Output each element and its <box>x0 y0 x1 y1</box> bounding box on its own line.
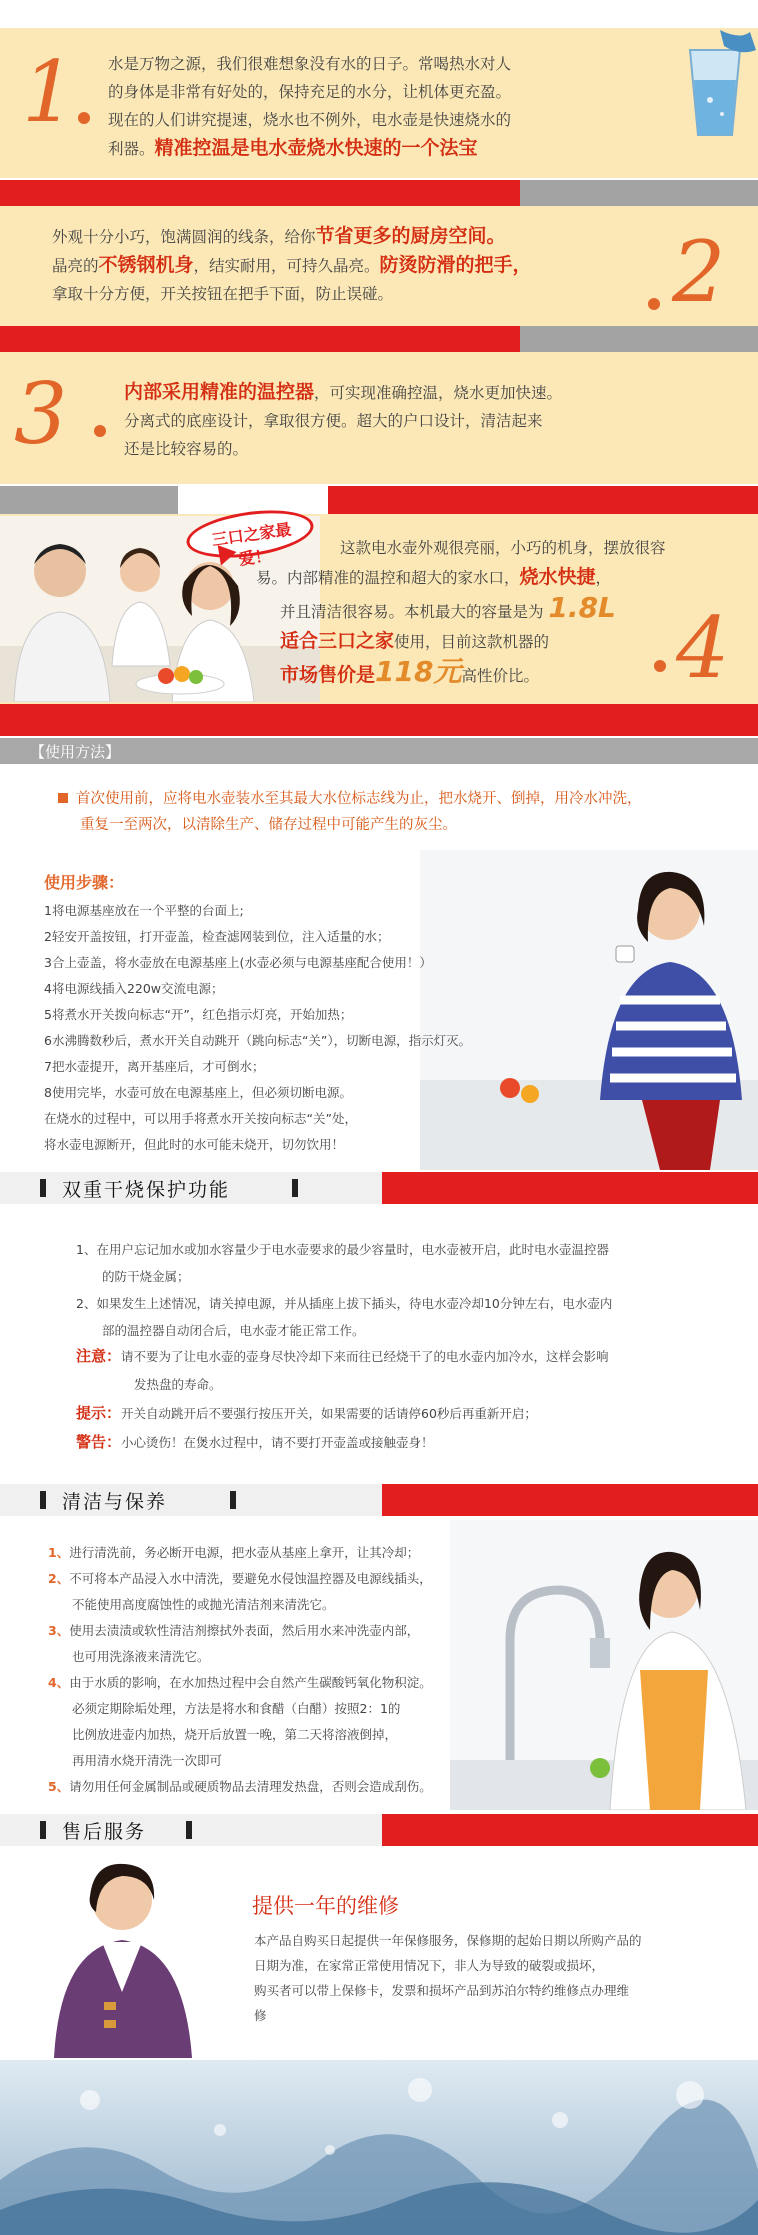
cleaning-num-3: 3、 <box>48 1623 70 1638</box>
bubble-text: 三口之家最爱！ <box>210 519 293 570</box>
dry-burn-item1-line1: 1、在用户忘记加水或加水容量少于电水壶要求的最少容量时，电水壶被开启，此时电水壶温控器 <box>76 1242 609 1257</box>
cleaning-item-3-line-2: 也可用洗涤液来清洗它。 <box>72 1649 210 1664</box>
cleaning-item-4-line-4: 再用清水烧开清洗一次即可 <box>72 1753 223 1768</box>
step-6: 6水沸腾数秒后，煮水开关自动跳开（跳向标志“关”），切断电源，指示灯灭。 <box>44 1033 472 1048</box>
feature2-line1 <box>52 222 692 251</box>
feature4-dot <box>654 660 666 672</box>
feature3-highlight: 内部采用精准的温控器 <box>124 381 315 403</box>
after-sales-line-3: 购买者可以带上保修卡，发票和损坏产品到苏泊尔特约维修点办理维 <box>254 1983 630 1998</box>
tip-label: 提示： <box>76 1404 122 1422</box>
dry-burn-item1-line2: 的防干烧金属； <box>102 1269 190 1284</box>
cleaning-item-4-line-3: 比例放进壶内加热，烧开后放置一晚，第二天将溶液倒掉， <box>72 1727 398 1742</box>
cleaning-header-white <box>0 1484 382 1516</box>
after-sales-header-mark-right <box>186 1821 192 1839</box>
feature4-line2-suffix: ， <box>595 569 612 587</box>
after-sales-header-red <box>382 1814 758 1846</box>
tip-line <box>76 1399 726 1428</box>
cleaning-num-1: 1、 <box>48 1545 70 1560</box>
step-2: 2轻安开盖按钮，打开壶盖，检查滤网装到位，注入适量的水； <box>44 929 390 944</box>
note-line <box>76 1342 726 1371</box>
cleaning-item-2 <box>48 1566 548 1592</box>
feature3-line1-rest: ，可实现准确控温，烧水更加快速。 <box>314 384 563 402</box>
dry-burn-item2-line2: 部的温控器自动闭合后，电水壶才能正常工作。 <box>102 1323 365 1338</box>
feature1-dot <box>78 112 90 124</box>
feature4-line5-rest: 高性价比。 <box>461 667 539 685</box>
step-3: 3合上壶盖，将水壶放在电源基座上(水壶必须与电源基座配合使用！） <box>44 955 432 970</box>
feature1-number: 1 <box>22 43 76 141</box>
feature2-highlight1: 节省更多的厨房空间。 <box>315 225 506 247</box>
feature1-line1: 水是万物之源，我们很难想象没有水的日子。常喝热水对人 <box>108 55 512 73</box>
feature2-line2 <box>52 251 692 280</box>
cleaning-item-1-line-1: 进行清洗前，务必断开电源，把水壶从基座上拿开，让其冷却； <box>69 1545 420 1560</box>
usage-header: 【使用方法】 <box>30 743 121 761</box>
cleaning-item-3 <box>48 1618 548 1644</box>
warn-text: 小心烫伤！在煲水过程中，请不要打开壶盖或接触壶身！ <box>121 1435 434 1450</box>
step-5: 5将煮水开关拨向标志“开”，红色指示灯亮，开始加热； <box>44 1007 353 1022</box>
feature4-bar-bottom <box>0 704 758 736</box>
after-sales-heading: 提供一年的维修 <box>252 1894 399 1918</box>
feature1-bar-red <box>0 180 520 206</box>
cleaning-item-4-line-2: 必须定期除垢处理，方法是将水和食醋（白醋）按照2：1的 <box>72 1701 401 1716</box>
feature4-line4 <box>256 627 746 657</box>
cleaning-item-3-line-1: 使用去渍渍或软性清洁剂擦拭外表面，然后用水来冲洗壶内部， <box>69 1623 420 1638</box>
feature2-line2-prefix: 晶亮的 <box>52 257 99 275</box>
warn-label: 警告： <box>76 1433 122 1451</box>
water-splash-image <box>0 2060 758 2235</box>
cleaning-item-5 <box>48 1774 548 1800</box>
dry-burn-header <box>0 1172 758 1204</box>
cleaning-list <box>48 1540 548 1800</box>
note-text-2: 发热盘的寿命。 <box>134 1377 222 1392</box>
feature2-highlight3: 防烫防滑的把手， <box>379 254 532 276</box>
cleaning-item-1 <box>48 1540 548 1566</box>
feature4-text <box>256 534 746 697</box>
step-note-2: 将水壶电源断开，但此时的水可能未烧开，切勿饮用！ <box>44 1137 345 1152</box>
feature1-line4-prefix: 利器。 <box>108 140 155 158</box>
feature4-highlight3: 市场售价是 <box>280 664 376 686</box>
feature3-text <box>124 378 734 463</box>
cleaning-header <box>0 1484 758 1516</box>
feature3-line2: 分离式的底座设计，拿取很方便。超大的户口设计，清洁起来 <box>124 412 543 430</box>
feature1-text <box>108 50 668 163</box>
tip-text: 开关自动跳开后不要强行按压开关，如果需要的话请停60秒后再重新开启； <box>121 1406 537 1421</box>
feature3-bar-gray <box>0 486 178 514</box>
feature2-dot <box>648 298 660 310</box>
feature2-highlight2: 不锈钢机身 <box>98 254 194 276</box>
after-sales-line-2: 日期为准，在家常正常使用情况下，非人为导致的破裂或损坏， <box>254 1958 605 1973</box>
step-8: 8使用完毕，水壶可放在电源基座上，但必须切断电源。 <box>44 1085 352 1100</box>
feature4-line1: 这款电水壶外观很亮丽，小巧的机身，摆放很容 <box>340 539 666 557</box>
after-sales-text <box>254 1928 734 2028</box>
step-4: 4将电源线插入220w交流电源； <box>44 981 224 996</box>
steps-title: 使用步骤： <box>44 873 125 892</box>
feature1-line4 <box>108 134 668 163</box>
feature2-text <box>52 222 692 308</box>
feature1-bar <box>520 180 758 206</box>
feature4-line3 <box>256 593 746 627</box>
cleaning-num-4: 4、 <box>48 1675 70 1690</box>
feature2-number: 2 <box>672 223 726 321</box>
feature4-line5 <box>256 657 746 691</box>
warn-line <box>76 1428 726 1457</box>
feature4-line2-prefix: 易。内部精准的温控和超大的家水口， <box>256 569 520 587</box>
first-use-line1-text: 首次使用前，应将电水壶装水至其最大水位标志线为止，把水烧开、倒掉，用冷水冲洗， <box>76 791 642 807</box>
dry-burn-header-mark-right <box>292 1179 298 1197</box>
feature3-dot <box>94 425 106 437</box>
first-use-line2: 重复一至两次，以清除生产、储存过程中可能产生的灰尘。 <box>80 817 457 833</box>
step-note-1: 在烧水的过程中，可以用手将煮水开关按向标志“关”处， <box>44 1111 357 1126</box>
first-use-note <box>58 786 738 838</box>
cleaning-title: 清洁与保养 <box>62 1491 168 1513</box>
dry-burn-content <box>76 1236 726 1344</box>
dry-burn-item2-line1: 2、如果发生上述情况，请关掉电源，并从插座上拔下插头，待电水壶冷却10分钟左右，电水壶内 <box>76 1296 613 1311</box>
capacity-value: 1.8L <box>548 591 616 624</box>
feature2-line1-prefix: 外观十分小巧，饱满圆润的线条，给你 <box>52 228 316 246</box>
step-1: 1将电源基座放在一个平整的台面上; <box>44 903 244 918</box>
steps-list <box>44 898 564 1158</box>
cleaning-item-2-line-1: 不可将本产品浸入水中清洗，要避免水侵蚀温控器及电源线插头， <box>69 1571 432 1586</box>
step-7: 7把水壶提开，离开基座后，才可倒水； <box>44 1059 265 1074</box>
after-sales-header-mark-left <box>40 1821 46 1839</box>
cleaning-item-2-line-2: 不能使用高度腐蚀性的或抛光清洁剂来清洗它。 <box>72 1597 335 1612</box>
feature2-line2-mid: ，结实耐用，可持久晶亮。 <box>193 257 380 275</box>
after-sales-line-1: 本产品自购买日起提供一年保修服务，保修期的起始日期以所购产品的 <box>254 1933 642 1948</box>
dry-burn-header-red <box>382 1172 758 1204</box>
water-glass-image <box>680 30 758 140</box>
feature3-line3: 还是比较容易的。 <box>124 440 249 458</box>
dry-burn-notes <box>76 1342 726 1457</box>
cleaning-item-4 <box>48 1670 548 1696</box>
cleaning-header-mark-right <box>230 1491 236 1509</box>
feature3-line1 <box>124 378 734 407</box>
feature2-bar <box>520 326 758 352</box>
cleaning-item-4-line-1: 由于水质的影响，在水加热过程中会自然产生碳酸钙氧化物积淀。 <box>69 1675 432 1690</box>
note-label: 注意： <box>76 1347 122 1365</box>
service-woman-photo <box>34 1852 204 2058</box>
first-use-line1 <box>58 786 738 812</box>
bullet-square-icon <box>58 793 68 803</box>
feature4-line4-rest: 使用，目前这款机器的 <box>394 633 550 651</box>
feature1-highlight: 精准控温是电水壶烧水快速的一个法宝 <box>154 137 478 159</box>
feature4-line3-text: 并且清洁很容易。本机最大的容量是为 <box>280 603 544 621</box>
cleaning-num-5: 5、 <box>48 1779 70 1794</box>
feature3-number: 3 <box>14 365 68 463</box>
note-text: 请不要为了让电水壶的壶身尽快冷却下来而往已经烧干了的电水壶内加冷水，这样会影响 <box>121 1349 609 1364</box>
dry-burn-title: 双重干烧保护功能 <box>62 1179 231 1201</box>
feature2-bar-red <box>0 326 520 352</box>
feature4-number: 4 <box>676 599 730 697</box>
cleaning-num-2: 2、 <box>48 1571 70 1586</box>
feature1-line3: 现在的人们讲究提速，烧水也不例外，电水壶是快速烧水的 <box>108 111 512 129</box>
cleaning-item-5-line-1: 请勿用任何金属制品或硬质物品去清理发热盘，否则会造成刮伤。 <box>69 1779 432 1794</box>
feature2-line3: 拿取十分方便，开关按钮在把手下面，防止误碰。 <box>52 285 394 303</box>
cleaning-header-mark-left <box>40 1491 46 1509</box>
feature1-line2: 的身体是非常有好处的，保持充足的水分，让机体更充盈。 <box>108 83 512 101</box>
feature4-highlight1: 烧水快捷 <box>519 566 596 588</box>
after-sales-title: 售后服务 <box>62 1821 147 1843</box>
cleaning-header-red <box>382 1484 758 1516</box>
dry-burn-header-mark-left <box>40 1179 46 1197</box>
after-sales-line-4: 修 <box>254 2008 267 2023</box>
after-sales-header <box>0 1814 758 1846</box>
feature3-bar-red <box>328 486 758 514</box>
price-value: 118元 <box>375 655 462 688</box>
feature4-highlight2: 适合三口之家 <box>280 630 395 652</box>
feature4-line2 <box>256 563 746 593</box>
